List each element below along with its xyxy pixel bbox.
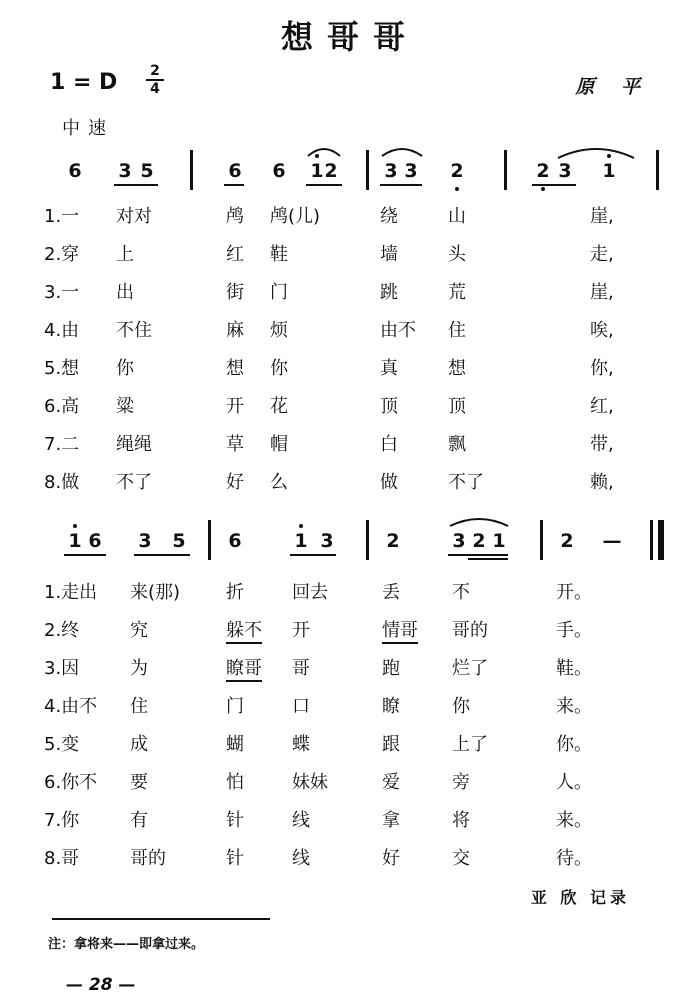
lyric-word: 赖, bbox=[590, 472, 614, 493]
note: 3 bbox=[452, 530, 466, 552]
slur-arc bbox=[306, 146, 342, 158]
composer-label: 原 平 bbox=[575, 76, 650, 98]
lyric-word: 旁 bbox=[452, 772, 470, 793]
lyric-word: 3.一 bbox=[44, 282, 80, 303]
lyric-line bbox=[0, 768, 700, 798]
note: 1 bbox=[602, 160, 616, 182]
lyric-word: 鞋 bbox=[270, 244, 288, 265]
lyric-word: 顶 bbox=[380, 396, 398, 417]
lyric-word: 你。 bbox=[556, 734, 592, 755]
recorder-credit: 亚 欣 记录 bbox=[530, 888, 630, 907]
note: 2 bbox=[450, 160, 464, 182]
lyric-word: 折 bbox=[226, 582, 244, 603]
lyric-word: 山 bbox=[448, 206, 466, 227]
lyric-word: 1.走出 bbox=[44, 582, 98, 603]
beam-underline bbox=[532, 184, 576, 186]
lyric-word: 8.哥 bbox=[44, 848, 80, 869]
lyric-word: 对对 bbox=[116, 206, 152, 227]
lyric-line bbox=[0, 616, 700, 646]
beam-underline bbox=[306, 184, 342, 186]
lyric-line bbox=[0, 578, 700, 608]
lyric-line bbox=[0, 316, 700, 346]
lyric-word: 由不 bbox=[380, 320, 416, 341]
page-number: — 28 — bbox=[66, 975, 136, 995]
lyric-line bbox=[0, 240, 700, 270]
lyric-word: 带, bbox=[590, 434, 614, 455]
final-bar-line-thick bbox=[658, 520, 664, 560]
lyric-word: 为 bbox=[130, 658, 148, 679]
lyric-word: 线 bbox=[292, 848, 310, 869]
note: 1 bbox=[310, 160, 324, 182]
lyric-word: 不了 bbox=[448, 472, 484, 493]
lyric-word: 飘 bbox=[448, 434, 466, 455]
lyric-word: 2.终 bbox=[44, 620, 80, 641]
beam-underline bbox=[380, 184, 422, 186]
lyric-line bbox=[0, 806, 700, 836]
lyric-word: 不 bbox=[452, 582, 470, 603]
lyric-word: 真 bbox=[380, 358, 398, 379]
lyric-word: 红, bbox=[590, 396, 614, 417]
lyric-word: 跳 bbox=[380, 282, 398, 303]
lyric-word: 崖, bbox=[590, 206, 614, 227]
lyric-word: 想 bbox=[226, 358, 244, 379]
note: 1 bbox=[294, 530, 308, 552]
lyric-word: 手。 bbox=[556, 620, 592, 641]
lyric-word: 人。 bbox=[556, 772, 592, 793]
lyric-word: 瞭 bbox=[382, 696, 400, 717]
note: 3 bbox=[384, 160, 398, 182]
lyric-word: 哥 bbox=[292, 658, 310, 679]
key-signature: 1 = D bbox=[50, 70, 118, 95]
lyric-word: 哥的 bbox=[452, 620, 488, 641]
footnote: 注：拿将来——即拿过来。 bbox=[48, 937, 205, 952]
lyric-word: 门 bbox=[270, 282, 288, 303]
lyric-word: 哥的 bbox=[130, 848, 166, 869]
lyric-word: 回去 bbox=[292, 582, 328, 603]
staff-system-1 bbox=[0, 150, 700, 210]
lyric-word: 想 bbox=[448, 358, 466, 379]
lyric-word: 拿 bbox=[382, 810, 400, 831]
lyric-word: 针 bbox=[226, 810, 244, 831]
lyric-word: 2.穿 bbox=[44, 244, 80, 265]
note: 6 bbox=[228, 160, 242, 182]
beam-underline bbox=[114, 184, 158, 186]
lyric-word: 3.因 bbox=[44, 658, 80, 679]
lyric-word: 你 bbox=[452, 696, 470, 717]
lyric-word: 你, bbox=[590, 358, 614, 379]
lyric-word: 针 bbox=[226, 848, 244, 869]
lyric-word: 头 bbox=[448, 244, 466, 265]
bar-line bbox=[540, 520, 543, 560]
octave-dot bbox=[299, 524, 303, 528]
lyric-word: 将 bbox=[452, 810, 470, 831]
lyric-word: 丢 bbox=[382, 582, 400, 603]
lyric-word: 7.二 bbox=[44, 434, 80, 455]
lyric-word: 上 bbox=[116, 244, 134, 265]
lyric-word: 6.高 bbox=[44, 396, 80, 417]
time-signature-top: 2 bbox=[150, 63, 160, 79]
lyric-word: 鸬 bbox=[226, 206, 244, 227]
lyric-word: 成 bbox=[130, 734, 148, 755]
lyric-word: 妹妹 bbox=[292, 772, 328, 793]
lyric-line bbox=[0, 430, 700, 460]
lyric-word: 有 bbox=[130, 810, 148, 831]
lyric-word: 跑 bbox=[382, 658, 400, 679]
lyric-word: 白 bbox=[380, 434, 398, 455]
slur-arc bbox=[448, 516, 510, 528]
lyric-word: 草 bbox=[226, 434, 244, 455]
lyric-word: 4.由 bbox=[44, 320, 80, 341]
octave-dot bbox=[73, 524, 77, 528]
lyric-word: 花 bbox=[270, 396, 288, 417]
bar-line bbox=[208, 520, 211, 560]
lyric-word: 6.你不 bbox=[44, 772, 98, 793]
lyric-word: 门 bbox=[226, 696, 244, 717]
lyric-word: 绳绳 bbox=[116, 434, 152, 455]
lyric-word: 好 bbox=[382, 848, 400, 869]
note: 1 bbox=[68, 530, 82, 552]
lyric-word: 要 bbox=[130, 772, 148, 793]
staff-system-2 bbox=[0, 520, 700, 580]
lyric-line bbox=[0, 278, 700, 308]
lyric-word: 来(那) bbox=[130, 582, 181, 603]
beam-underline bbox=[64, 554, 106, 556]
note: 1 bbox=[492, 530, 506, 552]
note: 2 bbox=[472, 530, 486, 552]
note: 3 bbox=[118, 160, 132, 182]
lyric-word: 红 bbox=[226, 244, 244, 265]
bar-line bbox=[366, 150, 369, 190]
lyric-line bbox=[0, 354, 700, 384]
note: 3 bbox=[320, 530, 334, 552]
lyric-word: 待。 bbox=[556, 848, 592, 869]
lyric-word: 躲不 bbox=[226, 616, 262, 644]
lyric-word: 出 bbox=[116, 282, 134, 303]
lyric-word: 5.变 bbox=[44, 734, 80, 755]
note: 2 bbox=[386, 530, 400, 552]
lyric-word: 麻 bbox=[226, 320, 244, 341]
note: 6 bbox=[68, 160, 82, 182]
lyric-word: 口 bbox=[292, 696, 310, 717]
lyric-word: 粱 bbox=[116, 396, 134, 417]
lyric-word: 么 bbox=[270, 472, 288, 493]
song-title: 想哥哥 bbox=[280, 18, 419, 56]
lyric-word: 来。 bbox=[556, 696, 592, 717]
slur-arc bbox=[380, 146, 424, 158]
lyric-word: 住 bbox=[448, 320, 466, 341]
lyric-word: 烦 bbox=[270, 320, 288, 341]
note: 2 bbox=[560, 530, 574, 552]
note: 6 bbox=[272, 160, 286, 182]
lyric-word: 开。 bbox=[556, 582, 592, 603]
note: 3 bbox=[558, 160, 572, 182]
bar-line bbox=[656, 150, 659, 190]
lyric-word: 1.一 bbox=[44, 206, 80, 227]
beam-underline bbox=[134, 554, 190, 556]
lyric-word: 不住 bbox=[116, 320, 152, 341]
lyric-word: 开 bbox=[226, 396, 244, 417]
lyric-word: 你 bbox=[116, 358, 134, 379]
lyric-word: 究 bbox=[130, 620, 148, 641]
note: 2 bbox=[324, 160, 338, 182]
beam-underline bbox=[448, 554, 508, 556]
lyric-word: 8.做 bbox=[44, 472, 80, 493]
lyric-line bbox=[0, 202, 700, 232]
lyric-word: 崖, bbox=[590, 282, 614, 303]
note: 6 bbox=[88, 530, 102, 552]
lyric-word: 做 bbox=[380, 472, 398, 493]
lyric-word: 来。 bbox=[556, 810, 592, 831]
note: 2 bbox=[536, 160, 550, 182]
lyric-word: 蝴 bbox=[226, 734, 244, 755]
lyric-line bbox=[0, 468, 700, 498]
lyric-word: 交 bbox=[452, 848, 470, 869]
note: 3 bbox=[138, 530, 152, 552]
lyric-word: 4.由不 bbox=[44, 696, 98, 717]
lyric-word: 鸬(儿) bbox=[270, 206, 321, 227]
lyric-word: 唉, bbox=[590, 320, 614, 341]
lyric-word: 绕 bbox=[380, 206, 398, 227]
lyric-line bbox=[0, 392, 700, 422]
footnote-rule bbox=[52, 918, 270, 920]
lyric-word: 墙 bbox=[380, 244, 398, 265]
note: 5 bbox=[140, 160, 154, 182]
lyric-word: 5.想 bbox=[44, 358, 80, 379]
lyric-word: 住 bbox=[130, 696, 148, 717]
note: 6 bbox=[228, 530, 242, 552]
note: 3 bbox=[404, 160, 418, 182]
lyric-word: 情哥 bbox=[382, 616, 418, 644]
lyric-word: 跟 bbox=[382, 734, 400, 755]
lyric-word: 走, bbox=[590, 244, 614, 265]
bar-line bbox=[190, 150, 193, 190]
lyric-word: 线 bbox=[292, 810, 310, 831]
lyric-line bbox=[0, 844, 700, 874]
octave-dot bbox=[541, 187, 545, 191]
beam-underline bbox=[290, 554, 336, 556]
lyric-word: 怕 bbox=[226, 772, 244, 793]
lyric-line bbox=[0, 692, 700, 722]
slur-arc bbox=[556, 146, 636, 160]
lyric-word: 不了 bbox=[116, 472, 152, 493]
lyric-word: 你 bbox=[270, 358, 288, 379]
beam-underline bbox=[468, 558, 508, 560]
lyric-word: 街 bbox=[226, 282, 244, 303]
lyric-word: 鞋。 bbox=[556, 658, 592, 679]
lyric-word: 瞭哥 bbox=[226, 654, 262, 682]
lyric-word: 爱 bbox=[382, 772, 400, 793]
lyric-word: 上了 bbox=[452, 734, 488, 755]
lyric-line bbox=[0, 730, 700, 760]
lyric-word: 好 bbox=[226, 472, 244, 493]
lyric-word: 开 bbox=[292, 620, 310, 641]
time-signature bbox=[146, 64, 164, 96]
time-signature-bottom: 4 bbox=[150, 81, 160, 97]
note: 5 bbox=[172, 530, 186, 552]
octave-dot bbox=[455, 187, 459, 191]
lyric-word: 帽 bbox=[270, 434, 288, 455]
lyric-word: 荒 bbox=[448, 282, 466, 303]
bar-line bbox=[504, 150, 507, 190]
beam-underline bbox=[224, 184, 244, 186]
extension-dash: — bbox=[602, 530, 622, 552]
lyric-word: 7.你 bbox=[44, 810, 80, 831]
lyric-word: 烂了 bbox=[452, 658, 488, 679]
final-bar-line-thin bbox=[650, 520, 653, 560]
lyric-word: 顶 bbox=[448, 396, 466, 417]
bar-line bbox=[366, 520, 369, 560]
lyric-line bbox=[0, 654, 700, 684]
tempo-marking: 中速 bbox=[62, 118, 114, 139]
lyric-word: 蝶 bbox=[292, 734, 310, 755]
